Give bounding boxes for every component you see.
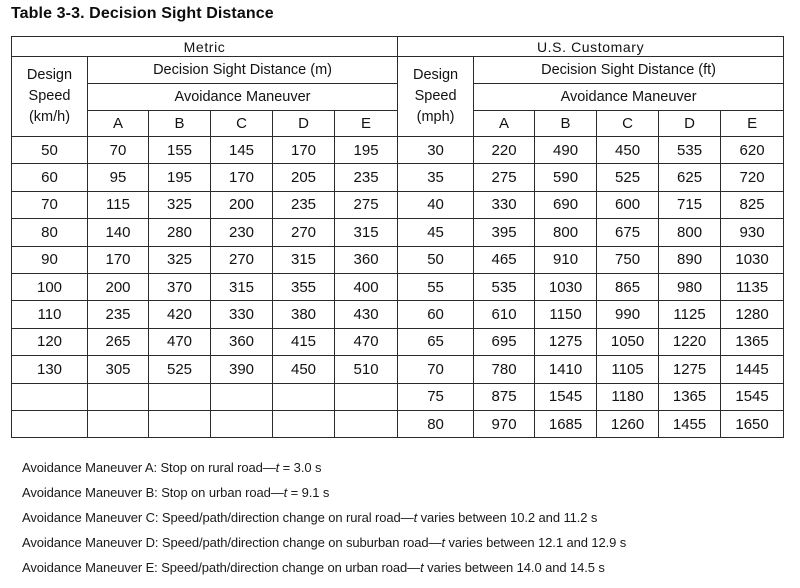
- us-value-cell: 1150: [535, 301, 597, 328]
- metric-value-cell: 430: [335, 301, 398, 328]
- metric-value-cell: [149, 410, 211, 437]
- us-speed-cell: 40: [398, 191, 474, 218]
- table: [11, 36, 784, 438]
- metric-value-cell: 200: [88, 273, 149, 300]
- metric-value-cell: 155: [149, 137, 211, 164]
- metric-value-cell: 270: [273, 219, 335, 246]
- metric-value-cell: 305: [88, 356, 149, 383]
- speed-header-us-customary: [398, 57, 474, 137]
- table-row: [12, 137, 784, 164]
- maneuver-header-row: [12, 84, 784, 111]
- metric-value-cell: 200: [211, 191, 273, 218]
- metric-value-cell: 270: [211, 246, 273, 273]
- us-value-cell: 590: [535, 164, 597, 191]
- us-value-cell: 1445: [721, 356, 784, 383]
- metric-speed-cell: 80: [12, 219, 88, 246]
- metric-value-cell: 325: [149, 191, 211, 218]
- us-value-cell: 1180: [597, 383, 659, 410]
- us-value-cell: 600: [597, 191, 659, 218]
- us-value-cell: 1275: [659, 356, 721, 383]
- us-value-cell: 330: [474, 191, 535, 218]
- metric-value-cell: 170: [88, 246, 149, 273]
- metric-speed-cell: 60: [12, 164, 88, 191]
- metric-value-cell: 380: [273, 301, 335, 328]
- us-value-cell: 690: [535, 191, 597, 218]
- us-value-cell: 1050: [597, 328, 659, 355]
- us-value-cell: 1220: [659, 328, 721, 355]
- metric-speed-cell: 70: [12, 191, 88, 218]
- us-value-cell: 715: [659, 191, 721, 218]
- us-value-cell: 450: [597, 137, 659, 164]
- maneuver-header-us-customary: Avoidance Maneuver: [474, 84, 784, 111]
- section-band-us-customary: U.S. Customary: [398, 37, 784, 57]
- footnote-prefix: Avoidance Maneuver C: Speed/path/direction change on rural road—: [22, 510, 414, 525]
- section-band-row: [12, 37, 784, 57]
- us-value-cell: 525: [597, 164, 659, 191]
- us-value-cell: 865: [597, 273, 659, 300]
- table-row: [12, 191, 784, 218]
- metric-value-cell: 315: [335, 219, 398, 246]
- us-value-cell: 1030: [721, 246, 784, 273]
- metric-value-cell: 235: [335, 164, 398, 191]
- us-value-cell: 1275: [535, 328, 597, 355]
- table-row: [12, 273, 784, 300]
- table-row: [12, 246, 784, 273]
- table-row: [12, 328, 784, 355]
- footnote-variable: t: [275, 460, 280, 475]
- metric-speed-cell: [12, 383, 88, 410]
- metric-value-cell: 145: [211, 137, 273, 164]
- footnote: [22, 480, 782, 505]
- speed-header-line-2: Speed: [414, 88, 457, 104]
- us-value-cell: 970: [474, 410, 535, 437]
- table-row: [12, 164, 784, 191]
- us-value-cell: 1125: [659, 301, 721, 328]
- us-value-cell: 800: [535, 219, 597, 246]
- metric-value-cell: 470: [335, 328, 398, 355]
- footnote-prefix: Avoidance Maneuver D: Speed/path/direction change on suburban road—: [22, 535, 442, 550]
- metric-value-cell: [211, 410, 273, 437]
- metric-value-cell: 315: [211, 273, 273, 300]
- distance-header-metric: Decision Sight Distance (m): [88, 57, 398, 84]
- us-value-cell: 800: [659, 219, 721, 246]
- us-value-cell: 1455: [659, 410, 721, 437]
- metric-value-cell: 450: [273, 356, 335, 383]
- metric-value-cell: [149, 383, 211, 410]
- metric-value-cell: 510: [335, 356, 398, 383]
- footnotes: [22, 455, 782, 580]
- us-speed-cell: 55: [398, 273, 474, 300]
- metric-value-cell: [88, 383, 149, 410]
- table-row: [12, 356, 784, 383]
- speed-header-metric: [12, 57, 88, 137]
- footnote-suffix: = 9.1 s: [287, 485, 330, 500]
- metric-value-cell: [335, 410, 398, 437]
- metric-value-cell: 420: [149, 301, 211, 328]
- us-value-cell: 1365: [721, 328, 784, 355]
- us-value-cell: 1650: [721, 410, 784, 437]
- us-value-cell: 675: [597, 219, 659, 246]
- distance-header-row: [12, 57, 784, 84]
- metric-value-cell: 280: [149, 219, 211, 246]
- metric-value-cell: [273, 410, 335, 437]
- us-value-cell: 625: [659, 164, 721, 191]
- us-value-cell: 275: [474, 164, 535, 191]
- metric-value-cell: 230: [211, 219, 273, 246]
- metric-speed-cell: [12, 410, 88, 437]
- footnote-variable: t: [413, 510, 418, 525]
- section-band-metric: Metric: [12, 37, 398, 57]
- metric-value-cell: 470: [149, 328, 211, 355]
- us-value-cell: 465: [474, 246, 535, 273]
- maneuver-col-metric-d: D: [273, 111, 335, 137]
- us-speed-cell: 45: [398, 219, 474, 246]
- footnote-suffix: varies between 12.1 and 12.9 s: [444, 535, 627, 550]
- metric-value-cell: [211, 383, 273, 410]
- metric-value-cell: 525: [149, 356, 211, 383]
- us-speed-cell: 30: [398, 137, 474, 164]
- us-value-cell: 535: [659, 137, 721, 164]
- metric-speed-cell: 120: [12, 328, 88, 355]
- metric-value-cell: 235: [88, 301, 149, 328]
- metric-value-cell: 195: [149, 164, 211, 191]
- metric-speed-cell: 100: [12, 273, 88, 300]
- us-speed-cell: 75: [398, 383, 474, 410]
- us-value-cell: 490: [535, 137, 597, 164]
- us-value-cell: 395: [474, 219, 535, 246]
- speed-header-line-3: (mph): [416, 109, 455, 125]
- us-value-cell: 1030: [535, 273, 597, 300]
- metric-value-cell: 115: [88, 191, 149, 218]
- us-value-cell: 695: [474, 328, 535, 355]
- metric-value-cell: 315: [273, 246, 335, 273]
- us-value-cell: 1280: [721, 301, 784, 328]
- us-value-cell: 1685: [535, 410, 597, 437]
- us-value-cell: 620: [721, 137, 784, 164]
- metric-value-cell: [273, 383, 335, 410]
- metric-value-cell: 360: [211, 328, 273, 355]
- metric-value-cell: 360: [335, 246, 398, 273]
- distance-header-us-customary: Decision Sight Distance (ft): [474, 57, 784, 84]
- speed-header-line-1: Design: [26, 67, 73, 83]
- us-value-cell: 1135: [721, 273, 784, 300]
- metric-value-cell: 95: [88, 164, 149, 191]
- us-value-cell: 1545: [535, 383, 597, 410]
- maneuver-col-metric-c: C: [211, 111, 273, 137]
- footnote-prefix: Avoidance Maneuver B: Stop on urban road—: [22, 485, 284, 500]
- us-value-cell: 780: [474, 356, 535, 383]
- decision-sight-distance-table: [11, 36, 783, 438]
- us-value-cell: 980: [659, 273, 721, 300]
- maneuver-col-us-d: D: [659, 111, 721, 137]
- metric-value-cell: 415: [273, 328, 335, 355]
- us-value-cell: 990: [597, 301, 659, 328]
- footnote: [22, 555, 782, 580]
- us-value-cell: 875: [474, 383, 535, 410]
- metric-value-cell: [88, 410, 149, 437]
- metric-value-cell: 195: [335, 137, 398, 164]
- us-value-cell: 1410: [535, 356, 597, 383]
- us-value-cell: 890: [659, 246, 721, 273]
- metric-value-cell: 390: [211, 356, 273, 383]
- table-row: [12, 301, 784, 328]
- us-value-cell: 825: [721, 191, 784, 218]
- metric-value-cell: 330: [211, 301, 273, 328]
- metric-value-cell: 400: [335, 273, 398, 300]
- maneuver-col-metric-a: A: [88, 111, 149, 137]
- footnote-variable: t: [283, 485, 288, 500]
- us-speed-cell: 35: [398, 164, 474, 191]
- speed-header-line-2: Speed: [28, 88, 71, 104]
- footnote-prefix: Avoidance Maneuver E: Speed/path/direction change on urban road—: [22, 560, 421, 575]
- metric-value-cell: 70: [88, 137, 149, 164]
- footnote-suffix: varies between 14.0 and 14.5 s: [423, 560, 605, 575]
- us-speed-cell: 70: [398, 356, 474, 383]
- footnote: [22, 505, 782, 530]
- us-value-cell: 1260: [597, 410, 659, 437]
- metric-value-cell: 170: [273, 137, 335, 164]
- footnote-variable: t: [441, 535, 445, 550]
- metric-value-cell: 205: [273, 164, 335, 191]
- us-value-cell: 1365: [659, 383, 721, 410]
- metric-value-cell: [335, 383, 398, 410]
- us-speed-cell: 80: [398, 410, 474, 437]
- table-row: [12, 219, 784, 246]
- metric-speed-cell: 130: [12, 356, 88, 383]
- metric-value-cell: 265: [88, 328, 149, 355]
- table-row: [12, 383, 784, 410]
- us-value-cell: 750: [597, 246, 659, 273]
- metric-value-cell: 275: [335, 191, 398, 218]
- footnote-suffix: varies between 10.2 and 11.2 s: [417, 510, 598, 525]
- maneuver-col-metric-b: B: [149, 111, 211, 137]
- footnote-suffix: = 3.0 s: [279, 460, 322, 475]
- page-title: Table 3-3. Decision Sight Distance: [11, 5, 274, 22]
- metric-value-cell: 355: [273, 273, 335, 300]
- us-speed-cell: 65: [398, 328, 474, 355]
- us-speed-cell: 50: [398, 246, 474, 273]
- speed-header-line-3: (km/h): [28, 109, 71, 125]
- us-value-cell: 535: [474, 273, 535, 300]
- us-value-cell: 1545: [721, 383, 784, 410]
- metric-speed-cell: 50: [12, 137, 88, 164]
- footnote: [22, 455, 782, 480]
- us-value-cell: 1105: [597, 356, 659, 383]
- maneuver-letter-row: [12, 111, 784, 137]
- metric-value-cell: 370: [149, 273, 211, 300]
- metric-value-cell: 325: [149, 246, 211, 273]
- maneuver-col-us-e: E: [721, 111, 784, 137]
- maneuver-col-metric-e: E: [335, 111, 398, 137]
- metric-value-cell: 235: [273, 191, 335, 218]
- us-value-cell: 220: [474, 137, 535, 164]
- us-value-cell: 610: [474, 301, 535, 328]
- metric-speed-cell: 90: [12, 246, 88, 273]
- maneuver-col-us-c: C: [597, 111, 659, 137]
- us-value-cell: 910: [535, 246, 597, 273]
- footnote-variable: t: [420, 560, 424, 575]
- footnote-prefix: Avoidance Maneuver A: Stop on rural road—: [22, 460, 276, 475]
- metric-value-cell: 140: [88, 219, 149, 246]
- maneuver-col-us-b: B: [535, 111, 597, 137]
- us-speed-cell: 60: [398, 301, 474, 328]
- footnote: [22, 530, 782, 555]
- maneuver-col-us-a: A: [474, 111, 535, 137]
- us-value-cell: 720: [721, 164, 784, 191]
- maneuver-header-metric: Avoidance Maneuver: [88, 84, 398, 111]
- metric-value-cell: 170: [211, 164, 273, 191]
- speed-header-line-1: Design: [412, 67, 459, 83]
- us-value-cell: 930: [721, 219, 784, 246]
- metric-speed-cell: 110: [12, 301, 88, 328]
- table-row: [12, 410, 784, 437]
